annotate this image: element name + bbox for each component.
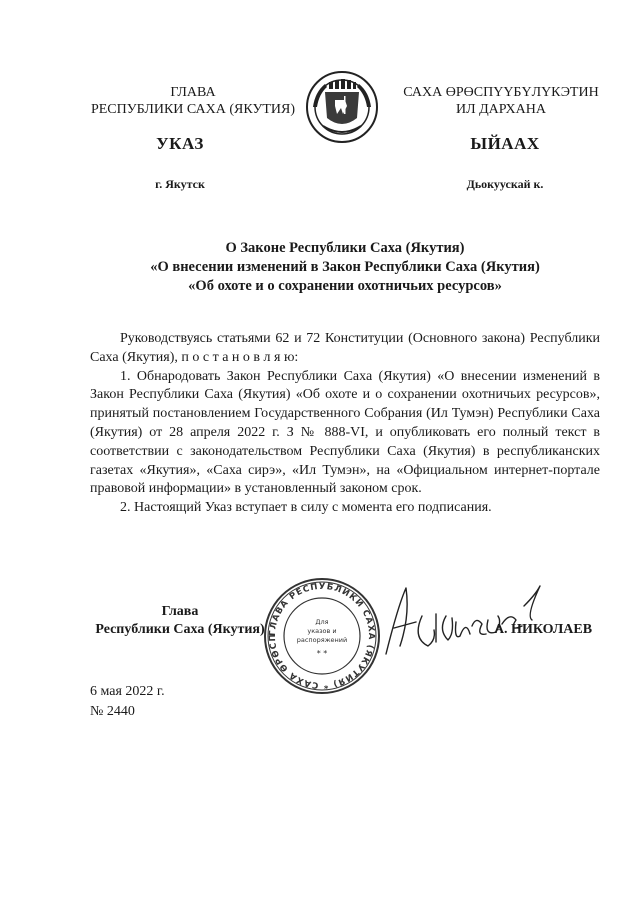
document-date-number [90, 682, 165, 722]
handwritten-signature [376, 576, 556, 666]
signatory-title-line: Республики Саха (Якутия) [95, 622, 265, 637]
title-line: «Об охоте и о сохранении охотничьих ресурсов» [188, 278, 502, 294]
seal-inner-line: распоряжений [296, 636, 348, 644]
city-sah: Дьокуускай к. [466, 177, 544, 191]
title-line: О Законе Республики Саха (Якутия) [225, 240, 465, 256]
title-line: «О внесении изменений в Закон Республики Саха (Якутия) [150, 259, 540, 275]
svg-text:* *: * * [316, 649, 328, 658]
signatory-name: А. НИКОЛАЕВ [493, 622, 593, 637]
document-title [90, 239, 600, 296]
header-right-line: ИЛ ДАРХАНА [455, 102, 546, 117]
document-number: № 2440 [90, 704, 135, 719]
header-right-line: САХА ӨРӨСПҮҮБҮЛҮКЭТИН [403, 85, 599, 100]
document-body [90, 330, 600, 518]
seal-inner-line: Для [315, 618, 329, 626]
doc-type-ru: УКАЗ [156, 134, 204, 153]
coat-of-arms-icon [305, 70, 379, 144]
header-left-line: ГЛАВА [170, 85, 216, 100]
signatory-title [90, 603, 270, 639]
paragraph-item-2: 2. Настоящий Указ вступает в силу с момента его подписания. [120, 500, 492, 516]
paragraph-preamble: Руководствуясь статьями 62 и 72 Конституции (Основного закона) Республики Саха (Якутия), п о с т а н о в л я ю: [90, 331, 600, 365]
header-left-line: РЕСПУБЛИКИ САХА (ЯКУТИЯ) [90, 102, 296, 117]
city-ru: г. Якутск [155, 177, 205, 191]
document-date: 6 мая 2022 г. [90, 684, 165, 699]
header-left [82, 84, 304, 118]
official-seal [262, 576, 382, 696]
doc-type-sah: ЫЙААХ [470, 134, 540, 153]
signatory-title-line: Глава [161, 604, 199, 619]
header-right [386, 84, 616, 118]
seal-outer-text: ГЛАВА РЕСПУБЛИКИ САХА (ЯКУТИЯ) * САХА ӨРӨСП [267, 581, 377, 691]
paragraph-item-1: 1. Обнародовать Закон Республики Саха (Якутия) «О внесении изменений в Закон Республики Саха (Якутия) «Об охоте и о сохранении охотничьих ресурсов», принятый постановлением Государственного Собрания (Ил Тумэн) Республики Саха (Якутия) от 28 апреля 2022 г. З № 888-VI, и опубликовать его полный текст в соответствии с законодательством Республики Саха (Якутия) в республиканских газетах «Якутия», «Саха сирэ», «Ил Тумэн», на «Официальном интернет-портале правовой информации» в установленный законом срок. [90, 368, 600, 497]
seal-inner-line: указов и [307, 627, 337, 635]
